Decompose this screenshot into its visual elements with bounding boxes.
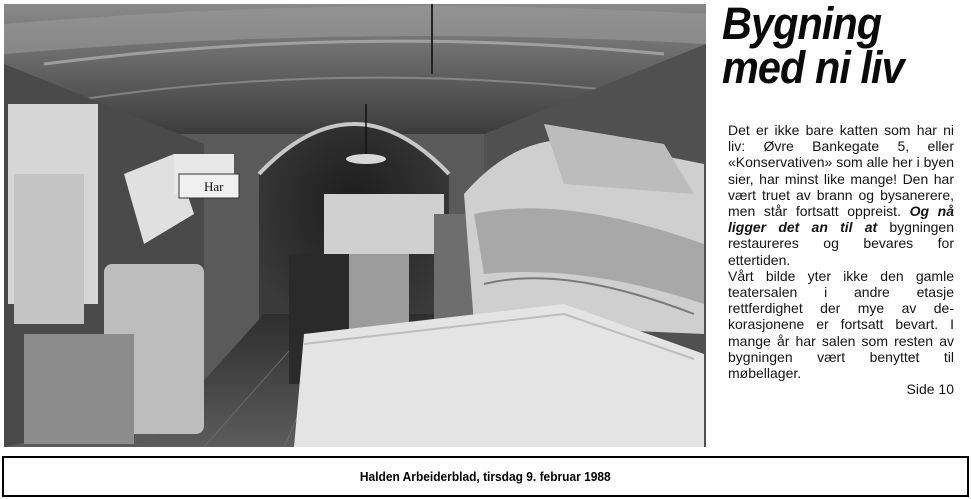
- page-reference: Side 10: [906, 381, 954, 398]
- source-caption-box: [2, 456, 969, 497]
- source-caption: Halden Arbeiderblad, tirsdag 9. februar 1988: [360, 469, 611, 484]
- article-text-part-3: Vårt bilde yter ikke den gamle teatersalen i andre etasje rettferdighet der mye av dekorasjonene er fortsatt bevart. I mange år har salen som resten av bygningen vært benyttet til møbellager.: [728, 267, 954, 382]
- photo-illustration: [4, 4, 706, 447]
- headline-line-1: Bygning: [722, 0, 882, 49]
- article-emphasis: Og nå ligger det an til at: [728, 203, 955, 236]
- article-text-part-2: bygningen restaureres og bevares for ettertiden.: [728, 219, 955, 268]
- article-paragraph-2: [728, 268, 954, 381]
- photo-sign-text: Har: [204, 179, 224, 194]
- headline-line-2: med ni liv: [722, 42, 904, 93]
- article-text-part-1: Det er ikke bare katten som har ni liv: Øvre Bankegate 5, eller «Konservativen» som alle her i byen sier, har minst like mange! Den har vært truet av brann og bysanerere, men står fortsatt oppreist.: [728, 122, 954, 220]
- article-body: [728, 122, 954, 397]
- photo-storage-hall: [4, 4, 706, 447]
- article-paragraph-1: [728, 122, 954, 268]
- headline: [722, 0, 947, 93]
